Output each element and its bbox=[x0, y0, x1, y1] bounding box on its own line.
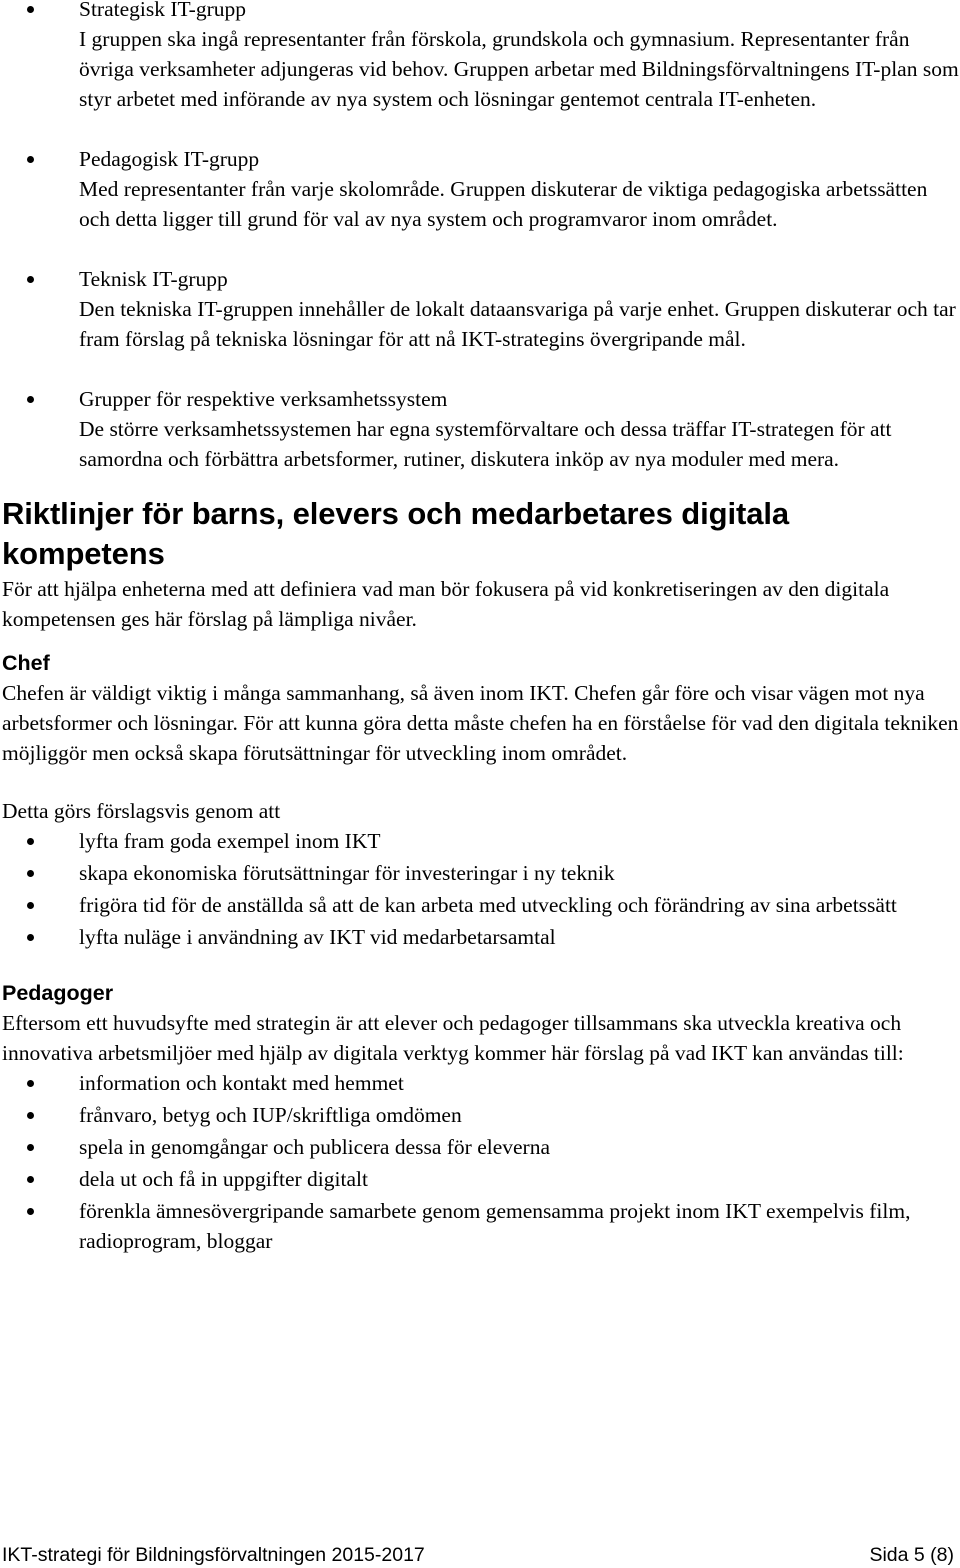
list-item bbox=[0, 1164, 960, 1194]
footer-document-title: IKT-strategi för Bildningsförvaltningen 2015-2017 bbox=[2, 1544, 425, 1566]
list-item bbox=[0, 858, 960, 888]
list-item bbox=[0, 1132, 960, 1162]
chef-lead: Detta görs förslagsvis genom att bbox=[2, 799, 281, 823]
list-item-text: skapa ekonomiska förutsättningar för investeringar i ny teknik bbox=[79, 861, 615, 885]
group-item-pedagogisk bbox=[0, 144, 960, 234]
list-item bbox=[0, 1068, 960, 1098]
bullet-icon bbox=[27, 1112, 34, 1119]
bullet-icon bbox=[27, 396, 34, 403]
list-item-text: frånvaro, betyg och IUP/skriftliga omdömen bbox=[79, 1103, 462, 1127]
list-item bbox=[0, 890, 960, 920]
list-item-text: lyfta fram goda exempel inom IKT bbox=[79, 829, 381, 853]
chef-heading: Chef bbox=[2, 651, 50, 675]
group-description: De större verksamhetssystemen har egna systemförvaltare och dessa träffar IT-strategen för att samordna och förbättra arbetsformer, rutiner, diskutera inköp av nya moduler med mera. bbox=[79, 417, 892, 471]
group-title: Strategisk IT-grupp bbox=[79, 0, 247, 21]
bullet-icon bbox=[27, 838, 34, 845]
list-item bbox=[0, 1196, 960, 1256]
group-description: Den tekniska IT-gruppen innehåller de lokalt dataansvariga på varje enhet. Gruppen diskuterar och tar fram förslag på tekniska lösningar för att nå IKT-strategins övergripande mål. bbox=[79, 297, 956, 351]
group-item-teknisk bbox=[0, 264, 960, 354]
group-title: Pedagogisk IT-grupp bbox=[79, 147, 260, 171]
group-item-verksamhetssystem bbox=[0, 384, 960, 474]
group-description: Med representanter från varje skolområde. Gruppen diskuterar de viktiga pedagogiska arbetssätten och detta ligger till grund för val av nya system och programvaror inom området. bbox=[79, 177, 928, 231]
list-item bbox=[0, 922, 960, 952]
section-intro: För att hjälpa enheterna med att definiera vad man bör fokusera på vid konkretiseringen av den digitala kompetensen ges här förslag på lämpliga nivåer. bbox=[2, 577, 890, 631]
group-list bbox=[0, 0, 960, 474]
section-heading: Riktlinjer för barns, elevers och medarbetares digitala kompetens bbox=[2, 496, 790, 571]
footer-page-number: Sida 5 (8) bbox=[869, 1544, 954, 1566]
group-title: Grupper för respektive verksamhetssystem bbox=[79, 387, 448, 411]
chef-list bbox=[0, 826, 960, 952]
page-footer bbox=[2, 1542, 954, 1568]
bullet-icon bbox=[27, 870, 34, 877]
list-item-text: förenkla ämnesövergripande samarbete genom gemensamma projekt inom IKT exempelvis film, radioprogram, bloggar bbox=[79, 1199, 911, 1253]
bullet-icon bbox=[27, 934, 34, 941]
bullet-icon bbox=[27, 1080, 34, 1087]
list-item-text: lyfta nuläge i användning av IKT vid medarbetarsamtal bbox=[79, 925, 556, 949]
chef-body: Chefen är väldigt viktig i många sammanhang, så även inom IKT. Chefen går före och visar vägen mot nya arbetsformer och lösningar. För att kunna göra detta måste chefen ha en förståelse för vad den digitala tekniken möjliggör men också skapa förutsättningar för utveckling inom området. bbox=[2, 681, 959, 765]
list-item-text: spela in genomgångar och publicera dessa för eleverna bbox=[79, 1135, 551, 1159]
bullet-icon bbox=[27, 1208, 34, 1215]
pedagoger-heading: Pedagoger bbox=[2, 981, 114, 1005]
pedagoger-body: Eftersom ett huvudsyfte med strategin är att elever och pedagoger tillsammans ska utveckla kreativa och innovativa arbetsmiljöer med hjälp av digitala verktyg kommer här förslag på vad IKT kan användas till: bbox=[2, 1011, 904, 1065]
group-title: Teknisk IT-grupp bbox=[79, 267, 228, 291]
list-item bbox=[0, 1100, 960, 1130]
bullet-icon bbox=[27, 6, 34, 13]
bullet-icon bbox=[27, 902, 34, 909]
group-item-strategisk bbox=[0, 0, 960, 114]
list-item bbox=[0, 826, 960, 856]
bullet-icon bbox=[27, 1176, 34, 1183]
list-item-text: dela ut och få in uppgifter digitalt bbox=[79, 1167, 368, 1191]
group-description: I gruppen ska ingå representanter från förskola, grundskola och gymnasium. Representanter från övriga verksamheter adjungeras vid behov. Gruppen arbetar med Bildningsförvaltningens IT-plan som styr arbetet med införande av nya system och lösningar gentemot centrala IT-enheten. bbox=[79, 27, 959, 111]
bullet-icon bbox=[27, 1144, 34, 1151]
bullet-icon bbox=[27, 156, 34, 163]
list-item-text: frigöra tid för de anställda så att de kan arbeta med utveckling och förändring av sina arbetssätt bbox=[79, 893, 897, 917]
pedagoger-list bbox=[0, 1068, 960, 1256]
list-item-text: information och kontakt med hemmet bbox=[79, 1071, 404, 1095]
bullet-icon bbox=[27, 276, 34, 283]
